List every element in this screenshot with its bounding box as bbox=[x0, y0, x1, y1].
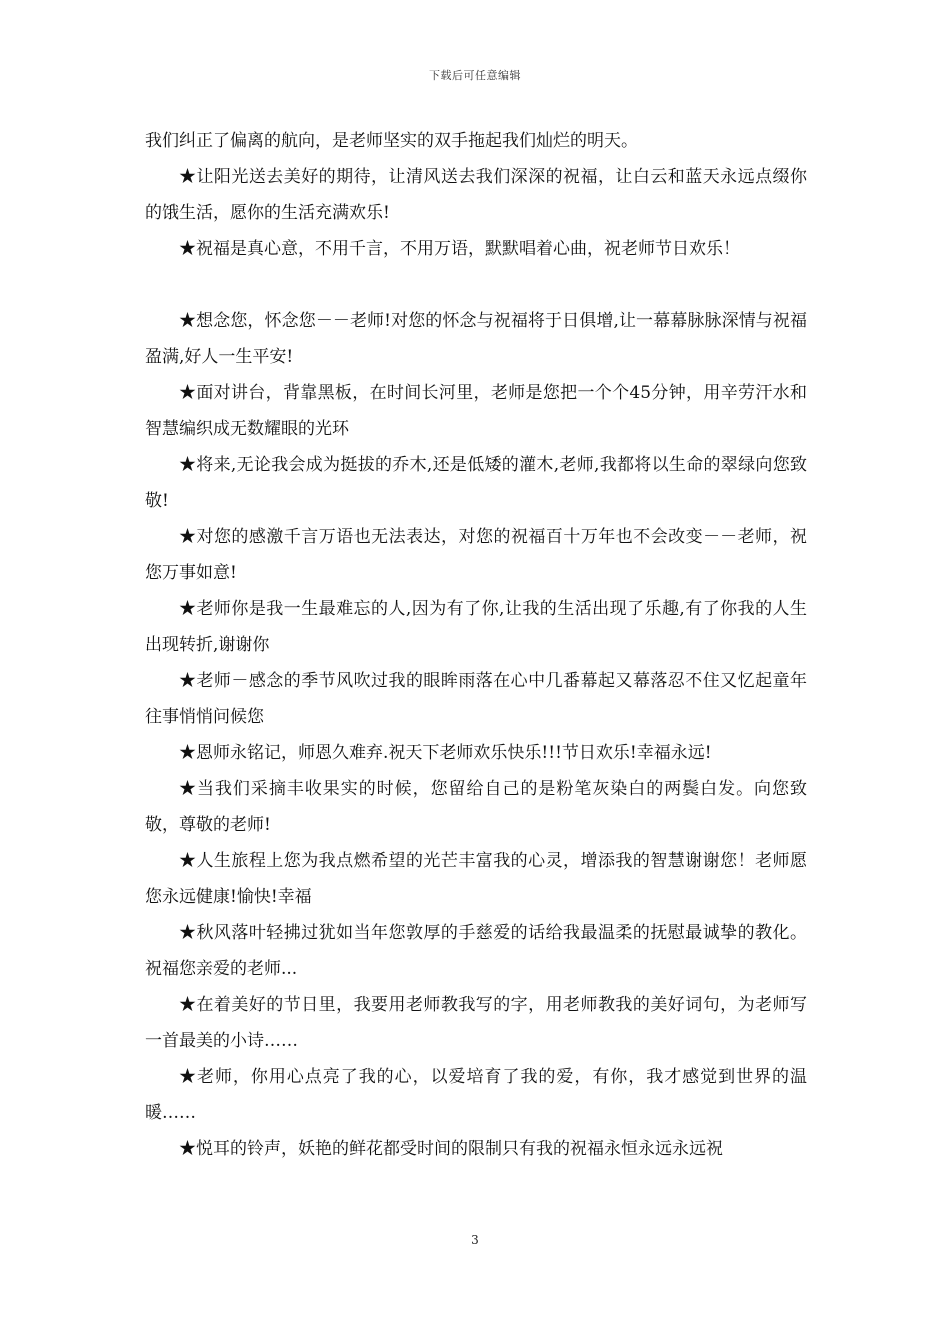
paragraph: ★将来,无论我会成为挺拔的乔木,还是低矮的灌木,老师,我都将以生命的翠绿向您致敬! bbox=[145, 455, 807, 511]
document-body bbox=[145, 123, 807, 1167]
paragraph: ★想念您，怀念您－－老师!对您的怀念与祝福将于日俱增,让一幕幕脉脉深情与祝福盈满,好人一生平安! bbox=[145, 311, 807, 367]
paragraph: ★让阳光送去美好的期待，让清风送去我们深深的祝福，让白云和蓝天永远点缀你的饿生活，愿你的生活充满欢乐! bbox=[145, 167, 807, 223]
page-header: 下载后可任意编辑 bbox=[429, 69, 521, 82]
paragraph: 我们纠正了偏离的航向，是老师坚实的双手拖起我们灿烂的明天。 bbox=[145, 131, 638, 151]
paragraph: ★面对讲台，背靠黑板，在时间长河里，老师是您把一个个45分钟，用辛劳汗水和智慧编织成无数耀眼的光环 bbox=[145, 383, 807, 439]
paragraph: ★恩师永铭记，师恩久难弃.祝天下老师欢乐快乐!!!节日欢乐!幸福永远! bbox=[179, 743, 712, 763]
paragraph: ★悦耳的铃声，妖艳的鲜花都受时间的限制只有我的祝福永恒永远永远祝 bbox=[179, 1139, 723, 1159]
paragraph: ★老师，你用心点亮了我的心，以爱培育了我的爱，有你，我才感觉到世界的温暖…… bbox=[145, 1067, 807, 1123]
paragraph: ★人生旅程上您为我点燃希望的光芒丰富我的心灵，增添我的智慧谢谢您！老师愿您永远健康!愉快!幸福 bbox=[145, 851, 807, 907]
paragraph: ★老师你是我一生最难忘的人,因为有了你,让我的生活出现了乐趣,有了你我的人生出现转折,谢谢你 bbox=[145, 599, 807, 655]
paragraph: ★在着美好的节日里，我要用老师教我写的字，用老师教我的美好词句，为老师写一首最美的小诗…… bbox=[145, 995, 807, 1051]
paragraph: ★祝福是真心意，不用千言，不用万语，默默唱着心曲，祝老师节日欢乐！ bbox=[179, 239, 740, 259]
paragraph: ★当我们采摘丰收果实的时候，您留给自己的是粉笔灰染白的两鬓白发。向您致敬，尊敬的老师! bbox=[145, 779, 807, 835]
paragraph: ★老师－感念的季节风吹过我的眼眸雨落在心中几番幕起又幕落忍不住又忆起童年往事悄悄问候您 bbox=[145, 671, 807, 727]
page-number: 3 bbox=[471, 1233, 479, 1247]
paragraph: ★对您的感激千言万语也无法表达，对您的祝福百十万年也不会改变－－老师，祝您万事如意! bbox=[145, 527, 807, 583]
paragraph: ★秋风落叶轻拂过犹如当年您敦厚的手慈爱的话给我最温柔的抚慰最诚挚的教化。祝福您亲爱的老师... bbox=[145, 923, 807, 979]
blank-line bbox=[145, 267, 807, 303]
